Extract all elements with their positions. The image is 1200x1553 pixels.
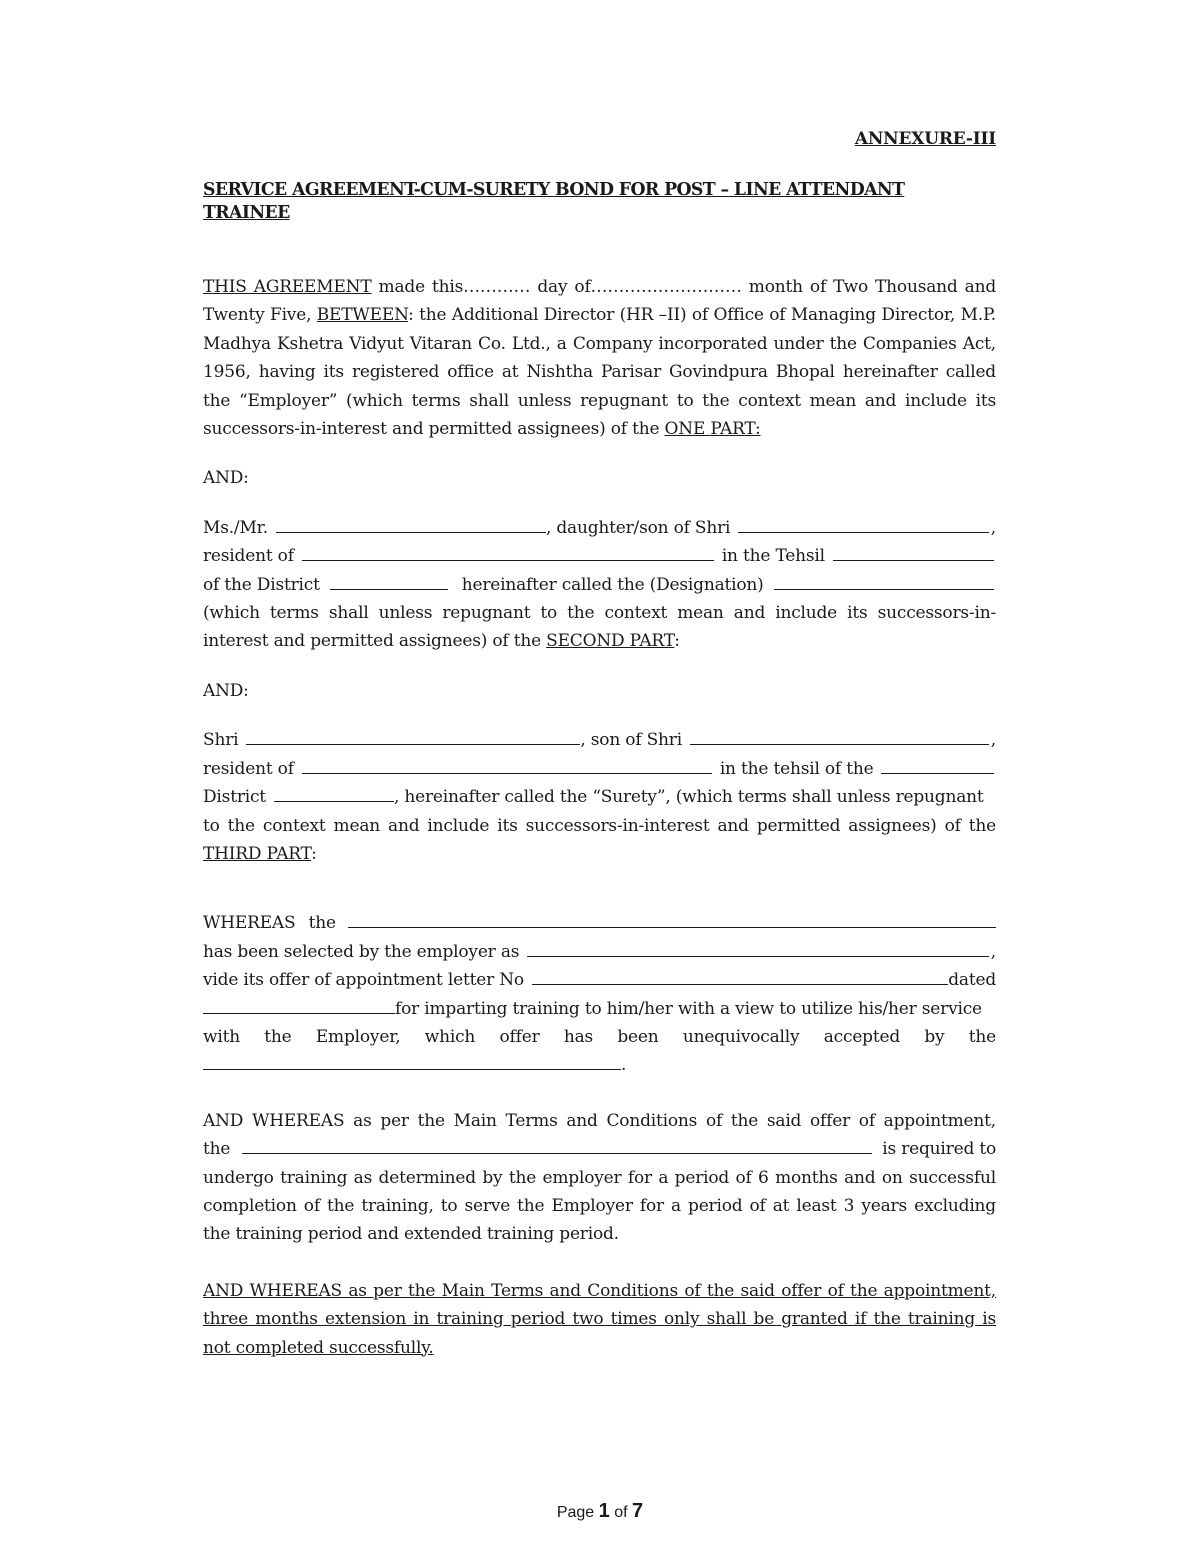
- whereas-line-5: with the Employer, which offer has been unequivocally accepted by the: [203, 1026, 996, 1047]
- whereas-line-6: .: [203, 1051, 996, 1079]
- extension-clause: AND WHEREAS as per the Main Terms and Conditions of the said offer of the appointment, three months extension in training period two times only shall be granted if the training is not completed successfully.: [203, 1280, 996, 1358]
- training-line-2: the is required to: [203, 1139, 996, 1160]
- whereas-line-2: has been selected by the employer as ,: [203, 941, 996, 962]
- and-separator-2: AND:: [203, 680, 249, 701]
- second-party-clause: (which terms shall unless repugnant to the context mean and include its successors-in-interest and permitted assignees) of the SECOND PART:: [203, 603, 996, 652]
- one-part-label: ONE PART:: [664, 419, 761, 440]
- third-part-label: THIRD PART: [203, 843, 312, 864]
- tehsil-blank[interactable]: [833, 544, 994, 561]
- page-footer: [0, 1500, 1200, 1523]
- third-part-line: THIRD PART:: [203, 843, 317, 864]
- designation-blank[interactable]: [774, 573, 994, 590]
- second-party-line-2: resident of in the Tehsil: [203, 542, 996, 570]
- surety-line-4: to the context mean and include its successors-in-interest and permitted assignees) of the: [203, 815, 996, 836]
- annexure-heading: ANNEXURE-III: [854, 129, 996, 149]
- second-part-label: SECOND PART: [546, 631, 675, 652]
- name-blank[interactable]: [276, 516, 546, 533]
- whereas-line-4: for imparting training to him/her with a view to utilize his/her service: [203, 995, 996, 1023]
- selected-post-blank[interactable]: [527, 940, 989, 957]
- whereas-block: [203, 909, 996, 1079]
- surety-block: [203, 726, 996, 868]
- surety-tehsil-blank[interactable]: [881, 757, 994, 774]
- surety-line-3: District , hereinafter called the “Surety”, (which terms shall unless repugnant: [203, 787, 984, 808]
- training-whereas-block: [203, 1107, 996, 1249]
- residence-blank[interactable]: [302, 544, 714, 561]
- agreement-paragraph: THIS AGREEMENT made this………… day of……………………… month of Two Thousand and Twenty Five, BETWEEN: the Additional Director (HR –II) of Office of Managing Director, M.P. Madhya Kshetra Vidyut Vitaran Co. Ltd., a Company incorporated under the Companies Act, 1956, having its registered office at Nishtha Parisar Govindpura Bhopal hereinafter called the “Employer” (which terms shall unless repugnant to the context mean and include its successors-in-interest and permitted assignees) of the ONE PART:: [203, 277, 997, 440]
- of-label: of: [614, 1504, 628, 1521]
- surety-district-blank[interactable]: [274, 785, 394, 802]
- father-name-blank[interactable]: [738, 516, 988, 533]
- document-title: SERVICE AGREEMENT-CUM-SURETY BOND FOR POST – LINE ATTENDANT TRAINEE: [203, 180, 905, 223]
- surety-father-blank[interactable]: [690, 728, 989, 745]
- training-terms: undergo training as determined by the employer for a period of 6 months and on successful completion of the training, to serve the Employer for a period of at least 3 years excluding the training period and extended training period.: [203, 1167, 996, 1245]
- whereas-line-3: vide its offer of appointment letter No dated: [203, 970, 996, 991]
- accepted-by-blank[interactable]: [203, 1053, 621, 1070]
- document-body: [203, 120, 996, 1362]
- surety-line-1: Shri , son of Shri ,: [203, 730, 996, 751]
- surety-name-blank[interactable]: [246, 728, 580, 745]
- current-page-number: 1: [598, 1500, 610, 1522]
- surety-line-2: resident of in the tehsil of the: [203, 755, 996, 783]
- whereas-line-1: WHEREAS the: [203, 909, 996, 937]
- district-blank[interactable]: [330, 573, 448, 590]
- and-separator-1: AND:: [203, 468, 249, 489]
- second-party-line-1: Ms./Mr. , daughter/son of Shri ,: [203, 517, 996, 538]
- trainee-name-blank[interactable]: [242, 1137, 872, 1154]
- between-label: BETWEEN: [316, 305, 409, 326]
- surety-residence-blank[interactable]: [302, 757, 712, 774]
- total-pages: 7: [632, 1500, 644, 1522]
- second-party-block: [203, 514, 996, 656]
- candidate-name-blank[interactable]: [348, 911, 996, 928]
- letter-number-blank[interactable]: [532, 968, 948, 985]
- letter-date-blank[interactable]: [203, 997, 395, 1014]
- page-label: Page: [556, 1504, 595, 1521]
- training-line-1: AND WHEREAS as per the Main Terms and Conditions of the said offer of appointment,: [203, 1110, 996, 1131]
- second-party-line-3: of the District hereinafter called the (Designation): [203, 571, 996, 599]
- agreement-lead: THIS AGREEMENT: [203, 277, 372, 297]
